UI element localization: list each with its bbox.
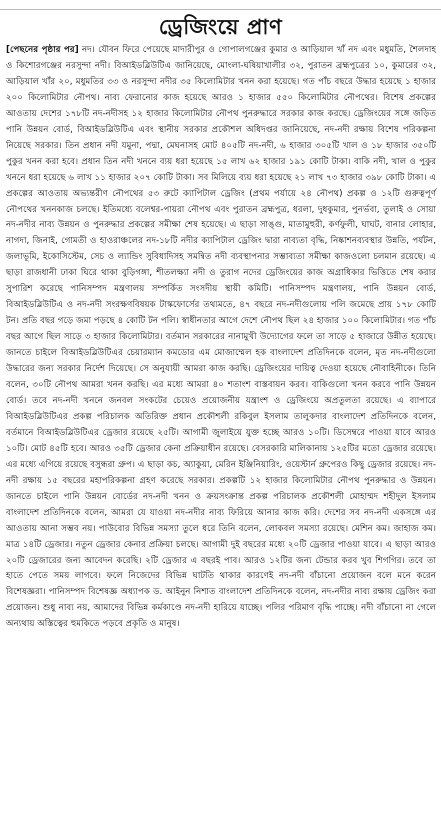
continuation-tag: [পেছনের পৃষ্ঠার পর] bbox=[6, 45, 79, 55]
cropped-header-strip bbox=[0, 0, 441, 10]
article-headline: ড্রেজিংয়ে প্রাণ bbox=[158, 14, 283, 39]
article-text: নদ। যৌবন ফিরে পেয়েছে মাদারীপুর ও গোপালগঞ্জের কুমার ও আড়িয়াল খাঁ নদ এবং মধুমতি, শৈলদাহ ও কিশোরগঞ্জের নরসুন্দা নদী। বিআইডব্লিউটিএ জানিয়েছে, মোংলা-ঘষিয়াখালীর ৩২, পুরাতন ব্রহ্মপুত্রের ১০, কুমারের ৩২, আড়িয়াল খাঁর ২০, মধুমতির ৩৩ ও নরসুন্দা নদীর ৩৫ কিলোমিটার খনন করা হয়েছে। গত পাঁচ বছরে উদ্ধার হয়েছে ১ হাজার ২০০ কিলোমিটার নৌপথ। নাব্য ফেরানোর কাজ হয়েছে আরও ১ হাজার ৫৫০ কিলোমিটার নৌপথের। বিশেষ প্রকল্পের আওতায় দেশের ১৭৮টি নদ-নদীসহ ১২ হাজার কিলোমিটার নৌপথ পুনরুদ্ধারে সরকার কাজ করছে। ড্রেজিংয়ের সঙ্গে জড়িত পানি উন্নয়ন বোর্ড, বিআইডব্লিউটিএ এবং স্থানীয় সরকার প্রকৌশল অধিদপ্তর জানিয়েছে, নদ-নদী রক্ষায় বিশেষ পরিকল্পনা নিয়েছে সরকার। তিন প্রধান নদী যমুনা, পদ্মা, মেঘনাসহ মোট ৪০৫টি নদ-নদী, ৬ হাজার ৩০৫টি খাল ও ১৮ হাজার ৩৫০টি পুকুর খনন করা হবে। প্রধান তিন নদী খননে ব্যয় ধরা হয়েছে ১৫ লাখ ৬২ হাজার ১৯১ কোটি টাকা। বাকি নদী, খাল ও পুকুর খননে ধরা হয়েছে ৬ লাখ ১১ হাজার ২০৭ কোটি টাকা। সব মিলিয়ে ব্যয় ধরা হয়েছে ২১ লাখ ৭৩ হাজার ৩৯৮ কোটি টাকা। এ প্রকল্পের আওতায় অভ্যন্তরীণ নৌপথের ৫৩ রুটে ক্যাপিটাল ড্রেজিং (প্রথম পর্যায়ে ২৪ নৌপথ) প্রকল্প ও ১২টি গুরুত্বপূর্ণ নৌপথের খননকাজ চলছে। ইতিমধ্যে বলেশ্বর-পায়রা নৌপথ এবং পুরাতন ব্রহ্মপুত্র, ধরলা, দুধকুমার, পুনর্ভবা, তুলাই ও সোয়া নদ-নদীর নাব্য উন্নয়ন ও পুনরুদ্ধার প্রকল্পের সমীক্ষা শেষ হয়েছে। এ ছাড়া সাঙ্গু, মাতামুহুরী, কর্ণফুলী, ঘাঘট, বানার লোহার, নাগদা, জিনাই, গোমতী ও হাওরাঞ্চলের নদ-১৮টি নদীর ক্যাপিটাল ড্রেজিং দ্বারা নাব্যতা বৃদ্ধি, নিষ্কাশনব্যবস্থার উন্নতি, পর্যটন, জলাভূমি, ইকোসিস্টেম, সেচ ও ল্যান্ডিং সুবিধাদিসহ সমন্বিত নদী ব্যবস্থাপনার সম্ভাব্যতা সমীক্ষা কাজওলো চলমান রয়েছে। এ ছাড়া রাজধানী ঢাকা ঘিরে থাকা বুড়িগঙ্গা, শীতলক্ষ্যা নদী ও তুরাগ নদের ড্রেজিংয়ের কাজ অগ্রাধিকার ভিত্তিতে শেষ করার সুপারিশ করেছে পানিসম্পদ মন্ত্রণালয় সম্পর্কিত সংসদীয় স্থায়ী কমিটি। পানিসম্পদ মন্ত্রণালয়, পানি উন্নয়ন বোর্ড, বিআইডব্লিউটিএ ও নদ-নদী সংরক্ষণবিষয়ক টাস্কফোর্সের তথ্যমতে, ৪৭ বছরে নদ-নদীগুলোয় পলি জমেছে প্রায় ১৭৮ কোটি টন। প্রতি বছর গড়ে জমা পড়ছে ৪ কোটি টন পলি। স্বাধীনতার আগে দেশে নৌপথ ছিল ২৪ হাজার ১০০ কিলোমিটার। গত পাঁচ বছর আগে ছিল সাড়ে ৩ হাজার কিলোমিটার। বর্তমান সরকারের নানামুখী উদ্যোগের ফলে তা সাড়ে ৫ হাজারে উন্নীত হয়েছে। জানতে চাইলে বিআইডব্লিউটিএর চেয়ারম্যান কমডোর এম মোজাম্মেল হক বাংলাদেশ প্রতিদিনকে বলেন, মৃত নদ-নদীগুলো উদ্ধারের জন্য সরকার নির্দেশ দিয়েছে। সে অনুযায়ী আমরা কাজ করছি। ড্রেজিংয়ের দায়িত্ব দেওয়া হয়েছে নৌবাহিনীকে। তিনি বলেন, ৩০টি নৌপথ আমরা খনন করছি। এর মধ্যে আমরা ৪০ শতাংশ বাস্তবায়ন করব। বাকিগুলো খনন করবে পানি উন্নয়ন বোর্ড। তবে নদ-নদী খননে জনবল সংকটের চেয়েও প্রয়োজনীয় যন্ত্রাংশ ও ড্রেজিংয়ে অপ্রতুলতা রয়েছে। এ ব্যাপারে বিআইডব্লিউটিএর প্রকল্প পরিচালক অতিরিক্ত প্রধান প্রকৌশলী রকিবুল ইসলাম তালুকদার বাংলাদেশ প্রতিদিনকে বলেন, বর্তমানে বিআইডব্লিউটিএর ড্রেজার রয়েছে ২৫টি। আগামী জুলাইয়ে যুক্ত হচ্ছে আরও ১০টি। ডিসেম্বরে পাওয়া যাবে আরও ১০টি। মোট ৪৫টি হবে। আরও ৩৫টি ড্রেজার কেনা প্রক্রিয়াধীন রয়েছে। বেসরকারি মালিকানায় ১২৫টির মতো ড্রেজার রয়েছে। এর মধ্যে এগিয়ে রয়েছে বসুন্ধরা গ্রুপ। এ ছাড়া কচ, অ্যাকুয়া, মেরিন ইঞ্জিনিয়ারিং, ওয়েস্টার্ন গ্রুপেরও কিছু ড্রেজার রয়েছে। নদ-নদী রক্ষায় ১৫ বছরের মহাপরিকল্পনা গ্রহণ করেছে সরকার। প্রকল্পটি ১২ হাজার কিলোমিটার নৌপথ পুনরুদ্ধার ও উন্নয়ন। জানতে চাইলে পানি উন্নয়ন বোর্ডের নদ-নদী খনন ও ক্রয়সংক্রান্ত প্রকল্প পরিচালক প্রকৌশলী মোহাম্মদ শহীদুল ইসলাম বাংলাদেশ প্রতিদিনকে বলেন, আমরা যে যাওয়া নদ-নদীর নাব্য ফিরিয়ে আনার কাজ করি। দেশের সব নদ-নদী একসঙ্গে এর আওতায় আনা সম্ভব নয়। পাউবোর বিভিন্ন সমস্যা তুলে ধরে তিনি বলেন, লোকবল সমস্যা রয়েছে। মেশিন কম। জাহাজ কম। মাত্র ১৪টি ড্রেজার। নতুন ড্রেজার কেনার প্রক্রিয়া চলছে। আগামী দুই বছরের মধ্যে ২০টি ড্রেজার পাওয়া যাবে। এ ছাড়া আরও ২০টি ড্রেজারের জন্য আবেদন করেছি। ২টি ড্রেজার এ বছরই পাব। আরও ১২টির জন্য টেন্ডার করব খুব শিগগির। তবে তা হাতে পেতে সময় লাগবে। ফলে নিজেদের বিভিন্ন ঘাটতি থাকার কারণেই নদ-নদী বাঁচানো প্রয়োজন বলে মনে করেন বিশেষজ্ঞরা। পানিসম্পদ বিশেষজ্ঞ অধ্যাপক ড. আইনুন নিশাত বাংলাদেশ প্রতিদিনকে বলেন, নদ-নদীর নাব্য রক্ষায় ড্রেজিং করা প্রয়োজন। শুধু নাব্য নয়, আমাদের বিভিন্ন কর্মকাণ্ডে নদ-নদী হারিয়ে যাচ্ছে। পলির পরিমাণ বৃদ্ধি পাচ্ছে। নদী বাঁচানো না গেলে অন্যথায় অস্তিত্বের হুমকিতে পড়বে প্রকৃতি ও মানুষ। bbox=[6, 45, 437, 630]
article-body bbox=[0, 43, 441, 633]
